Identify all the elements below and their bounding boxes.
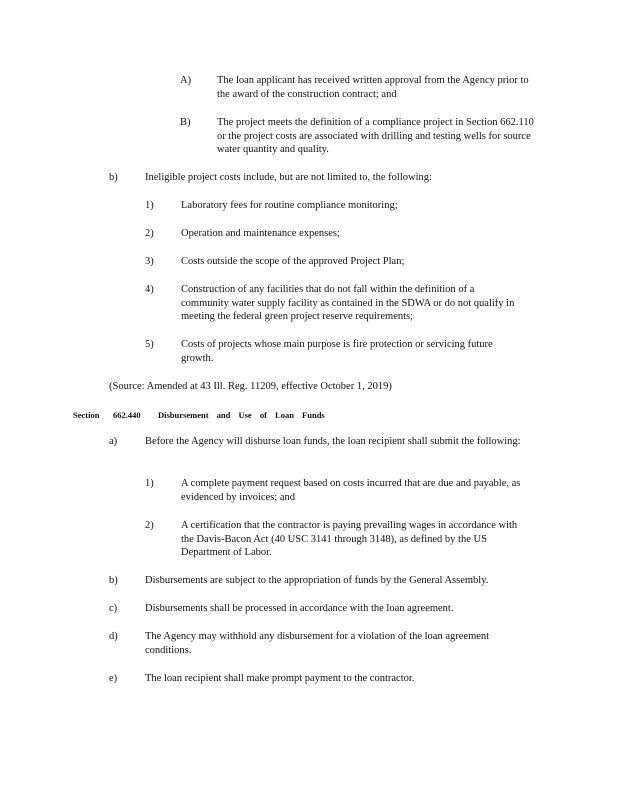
subsection-label-a: a) [109, 436, 118, 447]
item-label-b5: 5) [145, 339, 154, 350]
item-text-b3: Costs outside the scope of the approved Project Plan; [181, 256, 405, 267]
section-title: Disbursement and Use of Loan Funds [158, 410, 325, 420]
item-label-B: B) [180, 117, 191, 128]
subsection-label-b2: b) [109, 575, 118, 586]
item-label-b3: 3) [145, 256, 154, 267]
item-text-A: The loan applicant has received written approval from the Agency prior to the award of the construction contract; and [217, 75, 529, 100]
item-label-A: A) [180, 75, 192, 86]
section-label: Section [73, 410, 100, 420]
item-label-b1: 1) [145, 200, 154, 211]
item-text-a2: A certification that the contractor is paying prevailing wages in accordance with the Davis-Bacon Act (40 USC 3141 through 3148), as defined by the US Department of Labor. [181, 520, 518, 558]
section-number: 662.440 [113, 410, 141, 420]
item-text-b5: Costs of projects whose main purpose is fire protection or servicing future growth. [181, 339, 493, 364]
item-label-a2: 2) [145, 520, 154, 531]
item-label-a1: 1) [145, 478, 154, 489]
item-text-b1: Laboratory fees for routine compliance monitoring; [181, 200, 398, 211]
subsection-label-d: d) [109, 631, 118, 642]
subsection-text-e: The loan recipient shall make prompt payment to the contractor. [145, 673, 415, 684]
subsection-text-a: Before the Agency will disburse loan funds, the loan recipient shall submit the following: [145, 436, 521, 447]
item-text-B: The project meets the definition of a compliance project in Section 662.110 or the project costs are associated with drilling and testing wells for source water quantity and quality. [217, 117, 534, 155]
subsection-text-c: Disbursements shall be processed in accordance with the loan agreement. [145, 603, 454, 614]
item-text-b2: Operation and maintenance expenses; [181, 228, 340, 239]
subsection-label-e: e) [109, 673, 118, 684]
subsection-text-d: The Agency may withhold any disbursement for a violation of the loan agreement conditions. [145, 631, 490, 656]
item-text-b4: Construction of any facilities that do not fall within the definition of a community water supply facility as contained in the SDWA or do not qualify in meeting the federal green project reserve requirements; [181, 284, 515, 322]
item-text-a1: A complete payment request based on costs incurred that are due and payable, as evidenced by invoices; and [181, 478, 521, 503]
subsection-label-b: b) [109, 172, 118, 183]
item-label-b2: 2) [145, 228, 154, 239]
source-note: (Source: Amended at 43 Ill. Reg. 11209, effective October 1, 2019) [109, 381, 392, 392]
item-label-b4: 4) [145, 284, 154, 295]
subsection-label-c: c) [109, 603, 118, 614]
subsection-text-b2: Disbursements are subject to the appropriation of funds by the General Assembly. [145, 575, 489, 586]
subsection-text-b: Ineligible project costs include, but are not limited to, the following: [145, 172, 432, 183]
